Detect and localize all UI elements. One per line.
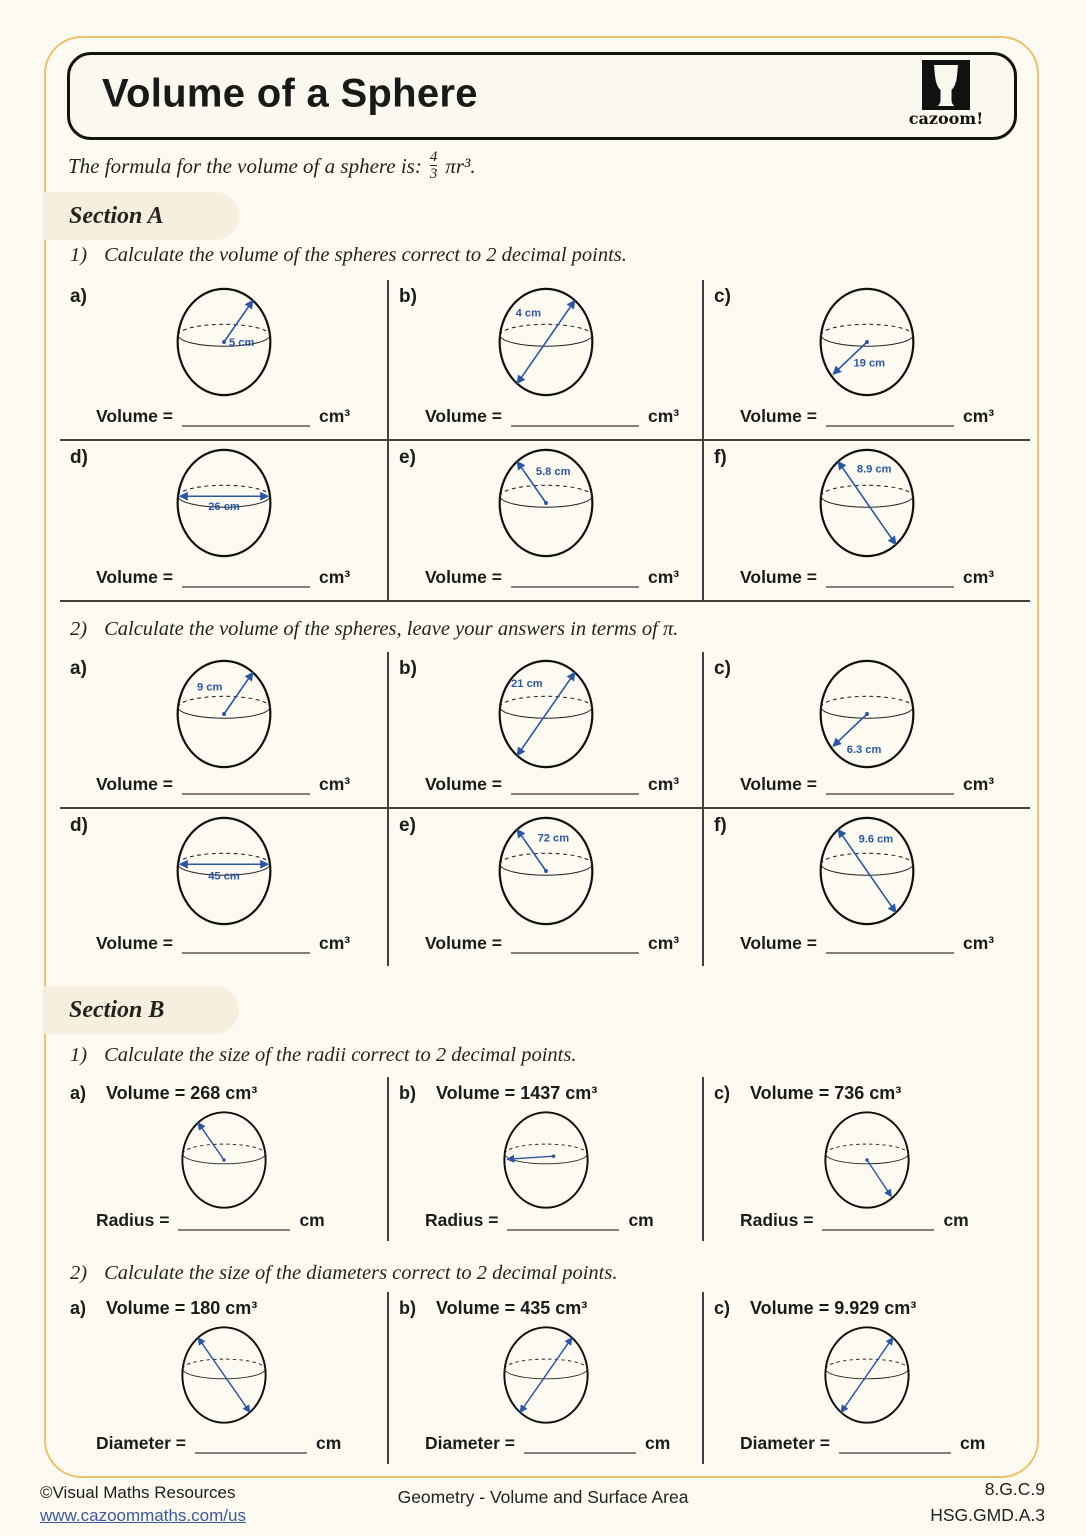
answer-blank [182,571,310,588]
footer-website-link[interactable]: www.cazoommaths.com/us [40,1505,246,1525]
answer-blank [826,571,954,588]
problem-cell [387,441,702,602]
answer-label: Radius = [96,1210,170,1230]
grid-b2 [60,1292,1030,1464]
answer-blank [182,937,310,954]
problem-cell [702,1077,1030,1241]
answer-unit: cm³ [648,567,680,587]
formula-prefix: The formula for the volume of a sphere is: [68,153,422,178]
problem-cell [60,1077,387,1241]
answer-unit: cm³ [319,406,351,426]
cazoom-logo [904,60,988,128]
radius-arrow [867,1160,891,1196]
sphere-figure [820,1322,914,1428]
answer-unit: cm [628,1210,654,1230]
dimension-label: 5 cm [228,337,254,350]
answer-unit: cm³ [319,774,351,794]
answer-label: Diameter = [740,1433,830,1453]
answer-unit: cm [299,1210,325,1230]
answer-label: Volume = [740,774,817,794]
dimension-label: 5.8 cm [535,466,570,479]
item-letter: c) [714,658,731,679]
section-a-heading: Section A [43,192,239,240]
answer-blank [182,778,310,795]
item-letter: c) [714,1083,731,1103]
problem-cell [702,809,1030,966]
answer-label: Diameter = [96,1433,186,1453]
sphere-figure [493,812,598,930]
item-letter: c) [714,286,731,307]
answer-unit: cm³ [319,567,351,587]
answer-unit: cm³ [319,933,351,953]
answer-blank [826,410,954,427]
item-letter: a) [70,658,87,679]
dimension-label: 4 cm [515,307,541,320]
answer-row [96,567,350,588]
diameter-arrow [198,1338,249,1412]
answer-row [740,1433,985,1454]
answer-row [96,406,350,427]
answer-unit: cm³ [963,567,995,587]
dimension-label: 9 cm [196,681,222,694]
item-letter: a) [70,1298,87,1318]
answer-label: Volume = [740,406,817,426]
radius-arrow [224,673,253,714]
item-letter: e) [399,815,416,836]
sphere-figure [171,444,276,562]
radius-arrow [507,1156,553,1159]
dimension-label: 45 cm [207,870,240,883]
logo-wordmark: cazoom! [908,109,984,128]
answer-blank [826,778,954,795]
answer-unit: cm³ [963,774,995,794]
answer-label: Volume = [96,774,173,794]
answer-unit: cm³ [648,406,680,426]
given-volume-row [399,1083,597,1104]
question-a1: 1) Calculate the volume of the spheres correct to 2 decimal points. [70,244,627,266]
item-letter: b) [399,1298,416,1318]
answer-blank [511,778,639,795]
item-letter: b) [399,1083,416,1103]
item-letter: b) [399,658,417,679]
answer-label: Volume = [740,567,817,587]
sphere-figure [171,655,276,773]
problem-cell [60,280,387,441]
dimension-label: 72 cm [537,832,569,845]
radius-arrow [833,714,867,746]
sphere-figure [493,444,598,562]
answer-row [96,1433,341,1454]
item-letter: a) [70,1083,87,1103]
standard-code-2: HSG.GMD.A.3 [930,1505,1045,1526]
sphere-figure [815,655,920,773]
footer-topic: Geometry - Volume and Surface Area [397,1487,689,1507]
answer-row [425,933,679,954]
problem-cell [387,280,702,441]
dimension-label: 21 cm [510,678,543,691]
answer-label: Volume = [96,933,173,953]
dimension-label: 8.9 cm [856,463,892,476]
grid-a1 [60,280,1030,602]
question-b2: 2) Calculate the size of the diameters correct to 2 decimal points. [70,1262,618,1284]
standard-code-1: 8.G.C.9 [984,1479,1045,1499]
problem-cell [387,809,702,966]
answer-blank [511,937,639,954]
answer-label: Volume = [425,567,502,587]
sphere-figure [171,283,276,401]
answer-blank [507,1214,619,1231]
answer-blank [524,1437,636,1454]
given-volume-row [714,1083,901,1104]
dimension-label: 26 cm [207,500,240,513]
section-b-heading: Section B [43,986,239,1034]
given-volume-row [70,1083,257,1104]
answer-label: Volume = [425,933,502,953]
given-volume-value: Volume = 9.929 cm³ [750,1298,917,1318]
problem-cell [60,809,387,966]
given-volume-row [714,1298,916,1319]
formula-rest: πr³. [445,153,476,178]
dimension-label: 19 cm [853,357,886,370]
item-letter: c) [714,1298,731,1318]
problem-cell [702,1292,1030,1464]
answer-row [425,1210,654,1231]
answer-row [425,1433,670,1454]
answer-label: Volume = [96,567,173,587]
answer-label: Volume = [425,406,502,426]
footer-standards [930,1476,1045,1529]
answer-row [425,774,679,795]
problem-cell [387,1292,702,1464]
problem-cell [702,280,1030,441]
answer-blank [826,937,954,954]
answer-row [96,1210,325,1231]
sphere-figure [815,444,920,562]
answer-unit: cm [315,1433,342,1453]
sphere-figure [177,1107,271,1213]
dimension-label: 9.6 cm [858,833,894,846]
answer-row [740,567,994,588]
sphere-figure [820,1107,914,1213]
fraction: $\frac{4}{3}$ [429,149,438,182]
answer-row [740,774,994,795]
item-letter: d) [70,447,88,468]
given-volume-value: Volume = 180 cm³ [106,1298,258,1318]
answer-label: Diameter = [425,1433,515,1453]
answer-row [740,406,994,427]
given-volume-value: Volume = 1437 cm³ [436,1083,598,1103]
sphere-figure [493,283,598,401]
problem-cell [60,441,387,602]
problem-cell [702,652,1030,809]
item-letter: e) [399,447,416,468]
grid-a2 [60,652,1030,966]
grid-b1 [60,1077,1030,1241]
answer-blank [195,1437,307,1454]
answer-row [425,567,679,588]
page-title: Volume of a Sphere [102,71,478,116]
answer-row [425,406,679,427]
footer-copyright: ©Visual Maths Resources [40,1483,236,1502]
given-volume-row [399,1298,587,1319]
answer-unit: cm [644,1433,671,1453]
diameter-arrow [520,1338,571,1412]
problem-cell [387,1077,702,1241]
answer-row [96,774,350,795]
question-b1: 1) Calculate the size of the radii correct to 2 decimal points. [70,1044,577,1066]
radius-arrow [224,301,253,342]
answer-blank [822,1214,934,1231]
answer-unit: cm³ [963,933,995,953]
answer-unit: cm³ [963,406,995,426]
problem-cell [387,652,702,809]
diameter-arrow [841,1338,892,1412]
given-volume-value: Volume = 435 cm³ [436,1298,588,1318]
answer-blank [178,1214,290,1231]
answer-unit: cm [959,1433,986,1453]
item-letter: a) [70,286,87,307]
worksheet-frame [44,36,1039,1478]
item-letter: f) [714,447,727,468]
item-letter: d) [70,815,88,836]
answer-label: Volume = [740,933,817,953]
answer-blank [511,571,639,588]
answer-unit: cm³ [648,774,680,794]
answer-label: Volume = [96,406,173,426]
problem-cell [60,652,387,809]
answer-blank [839,1437,951,1454]
given-volume-value: Volume = 736 cm³ [750,1083,902,1103]
drum-icon [922,60,970,110]
item-letter: b) [399,286,417,307]
answer-row [96,933,350,954]
sphere-figure [493,655,598,773]
answer-row [740,1210,969,1231]
formula-line [68,150,476,182]
answer-label: Radius = [425,1210,499,1230]
answer-unit: cm³ [648,933,680,953]
radius-arrow [198,1123,224,1160]
item-letter: f) [714,815,727,836]
sphere-figure [177,1322,271,1428]
question-a2: 2) Calculate the volume of the spheres, leave your answers in terms of π. [70,618,679,640]
problem-cell [702,441,1030,602]
answer-label: Volume = [425,774,502,794]
sphere-figure [499,1107,593,1213]
sphere-figure [815,812,920,930]
dimension-label: 6.3 cm [846,743,882,756]
title-box [67,52,1017,140]
answer-blank [182,410,310,427]
given-volume-row [70,1298,257,1319]
answer-blank [511,410,639,427]
answer-row [740,933,994,954]
sphere-figure [499,1322,593,1428]
answer-label: Radius = [740,1210,814,1230]
sphere-figure [815,283,920,401]
sphere-figure [171,812,276,930]
problem-cell [60,1292,387,1464]
answer-unit: cm [943,1210,969,1230]
given-volume-value: Volume = 268 cm³ [106,1083,258,1103]
